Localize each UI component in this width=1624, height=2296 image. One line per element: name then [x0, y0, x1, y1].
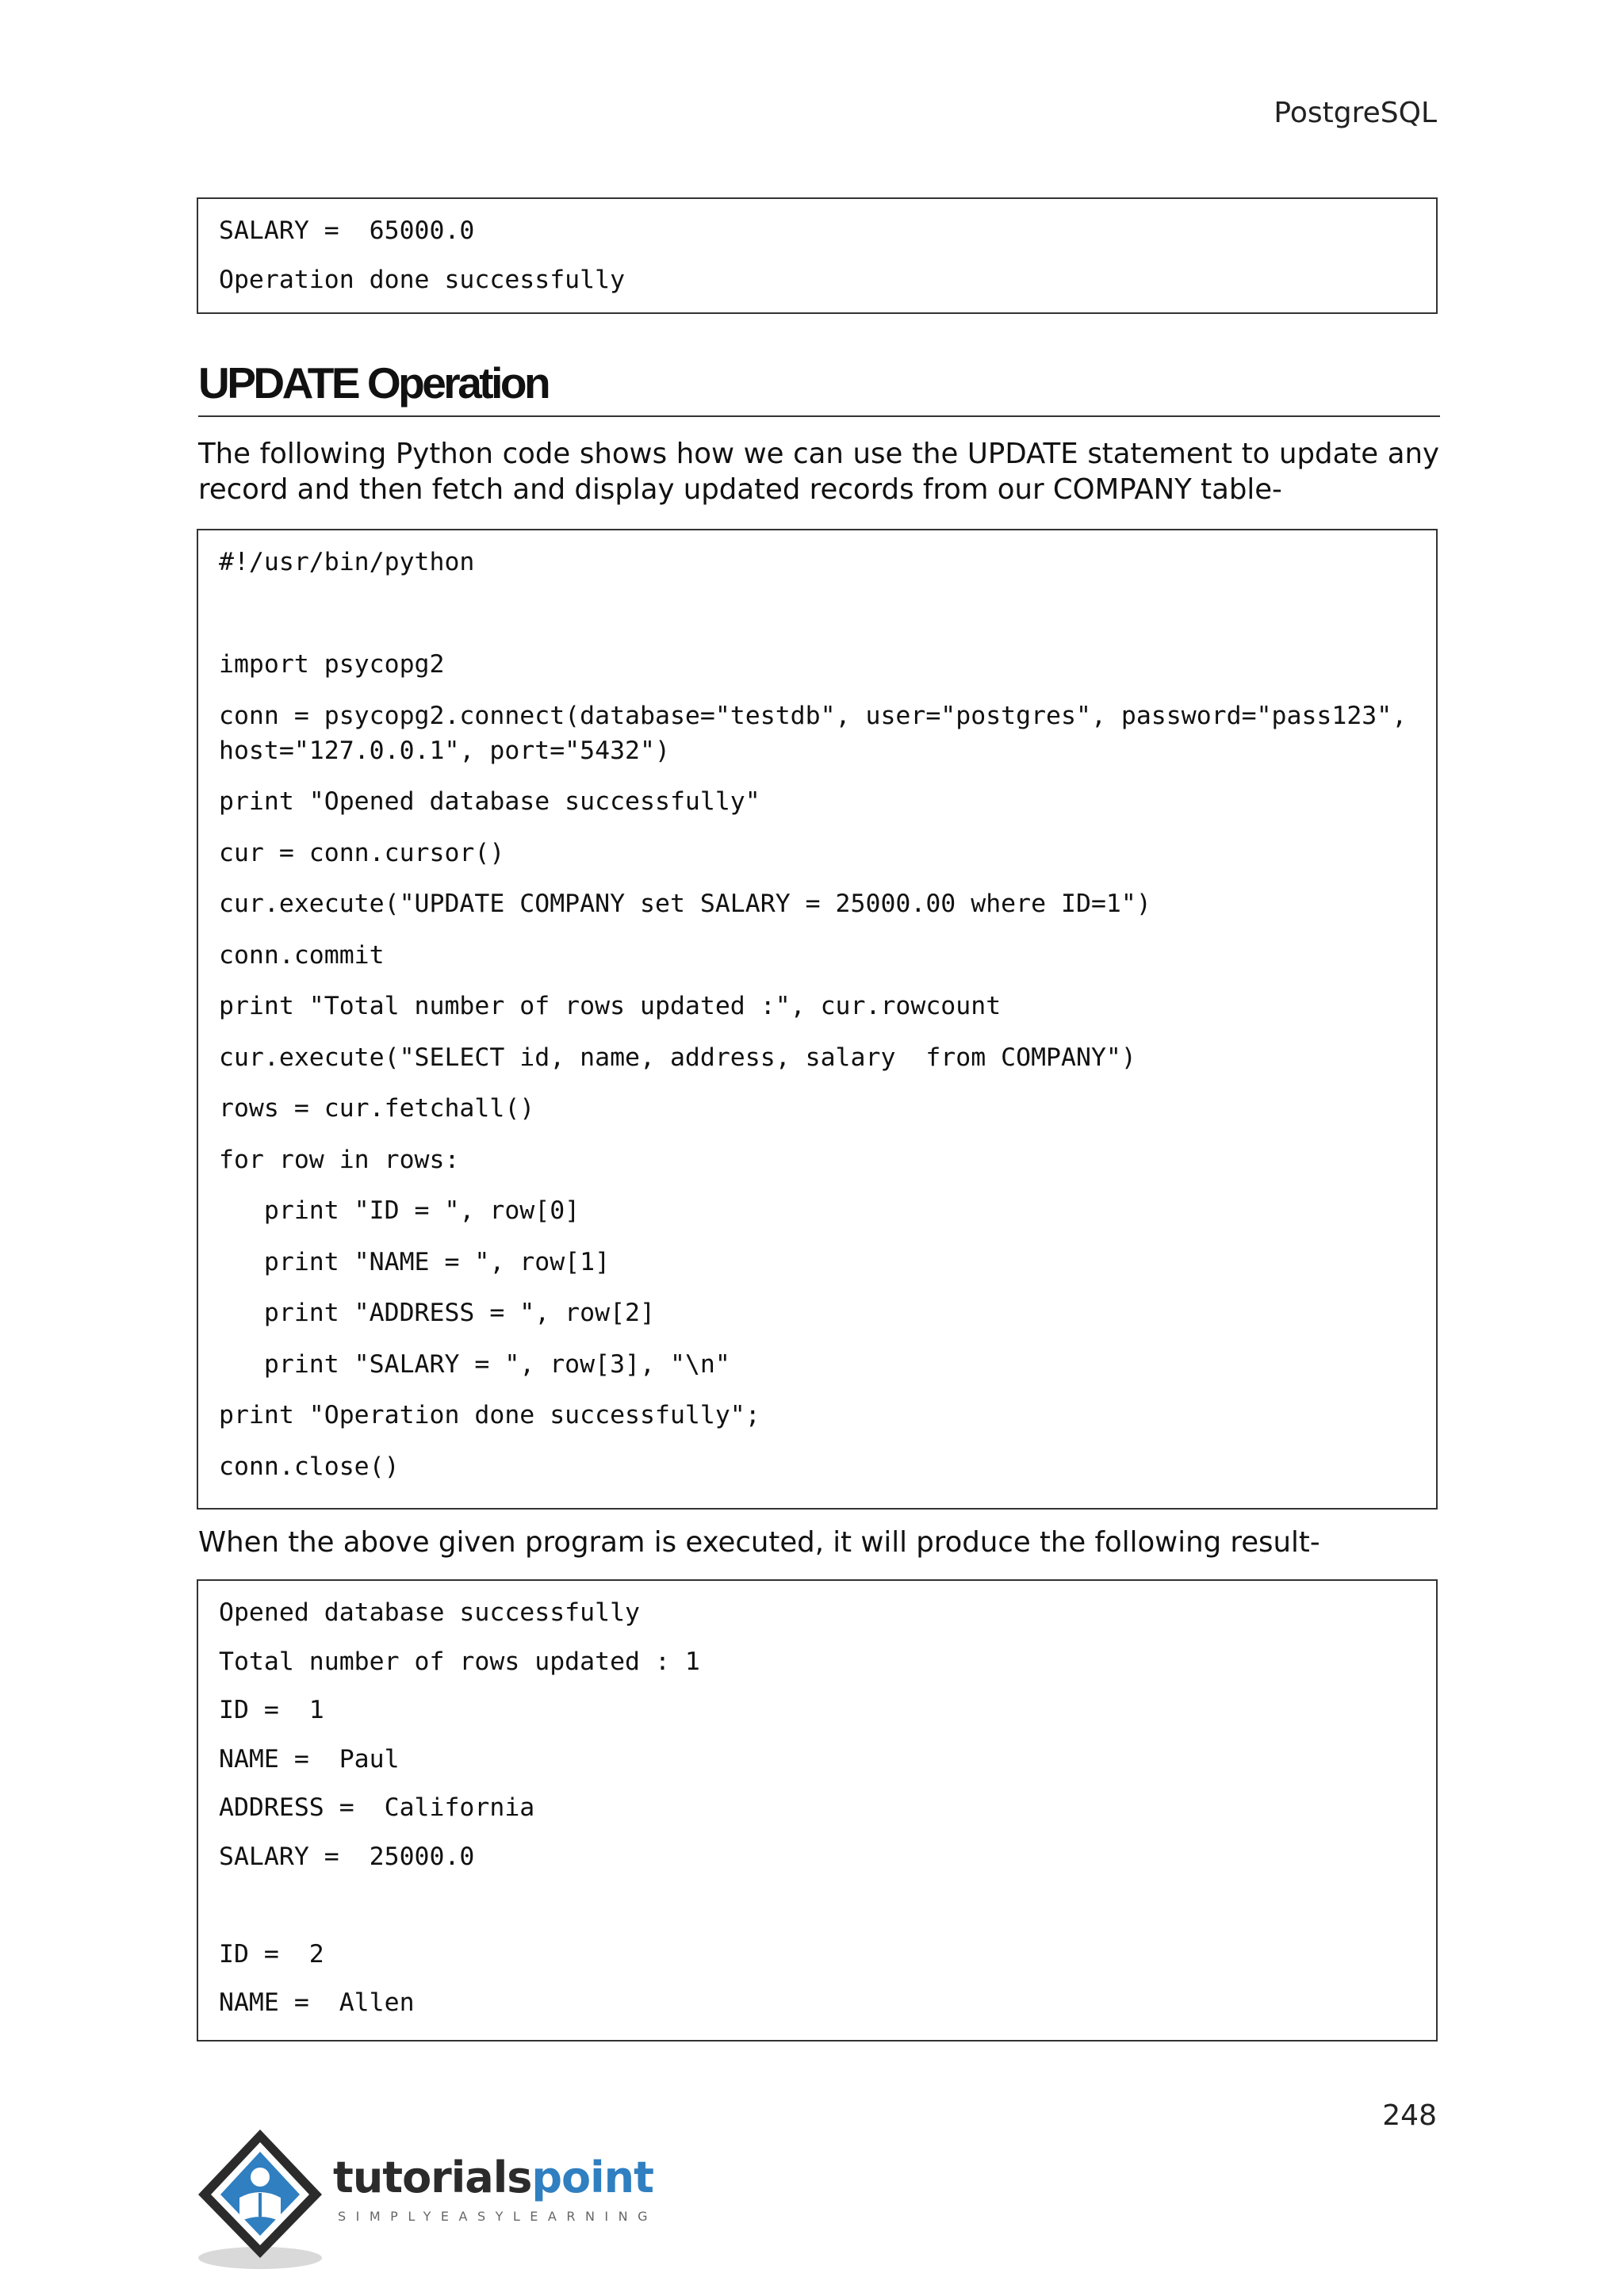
output-line: Total number of rows updated : 1 [219, 1647, 700, 1676]
code-line: print "ADDRESS = ", row[2] [219, 1299, 655, 1327]
intro-paragraph: The following Python code shows how we can use the UPDATE statement to update any record and then fetch and display updated records from our COMPANY table- [198, 438, 1439, 506]
code-line: cur = conn.cursor() [219, 838, 505, 867]
output-line: ID = 2 [219, 1939, 324, 1969]
code-line: print "NAME = ", row[1] [219, 1247, 611, 1276]
output-box-bottom [197, 1579, 1438, 2042]
code-line: import psycopg2 [219, 650, 445, 679]
output-line: Operation done successfully [219, 266, 626, 294]
output-line: ADDRESS = California [219, 1793, 535, 1822]
tutorialspoint-logo [195, 2125, 687, 2275]
code-line: print "ID = ", row[0] [219, 1196, 580, 1225]
code-line: cur.execute("UPDATE COMPANY set SALARY = 25000.00 where ID=1") [219, 890, 1151, 918]
output-line: Opened database successfully [219, 1598, 641, 1627]
code-line: print "Opened database successfully" [219, 787, 760, 816]
page-number: 248 [1382, 2099, 1437, 2132]
code-line-blank [219, 596, 1415, 648]
code-line: rows = cur.fetchall() [219, 1094, 535, 1123]
logo-emblem-icon [195, 2125, 338, 2275]
output-line-blank [219, 1888, 1415, 1937]
running-header: PostgreSQL [1274, 97, 1437, 129]
code-line: #!/usr/bin/python [219, 548, 475, 576]
code-line: conn.commit [219, 940, 385, 970]
code-block [197, 529, 1438, 1510]
logo-wordmark-part1: tutorials [333, 2152, 532, 2202]
code-line: conn = psycopg2.connect(database="testdb", user="postgres", password="pass123", host="127.0.0.1", port="5432") [219, 701, 1423, 765]
section-heading: UPDATE Operation [198, 358, 549, 408]
result-intro-paragraph: When the above given program is executed, it will produce the following result- [198, 1526, 1320, 1559]
output-line: SALARY = 65000.0 [219, 216, 475, 245]
output-line: NAME = Paul [219, 1744, 400, 1774]
output-box-top [197, 197, 1438, 314]
code-line: print "SALARY = ", row[3], "\n" [219, 1349, 730, 1379]
logo-tagline: SIMPLYEASYLEARNING [338, 2209, 658, 2224]
output-line: ID = 1 [219, 1696, 324, 1724]
code-line: print "Operation done successfully"; [219, 1401, 760, 1429]
output-line: SALARY = 25000.0 [219, 1842, 475, 1871]
code-line: print "Total number of rows updated :", cur.rowcount [219, 992, 1002, 1020]
code-line: cur.execute("SELECT id, name, address, salary from COMPANY") [219, 1043, 1136, 1072]
output-line: NAME = Allen [219, 1988, 415, 2017]
code-line: conn.close() [219, 1452, 400, 1481]
logo-wordmark-part2: point [531, 2152, 653, 2202]
heading-underline [198, 415, 1440, 417]
logo-wordmark [333, 2152, 653, 2202]
code-line: for row in rows: [219, 1145, 460, 1174]
